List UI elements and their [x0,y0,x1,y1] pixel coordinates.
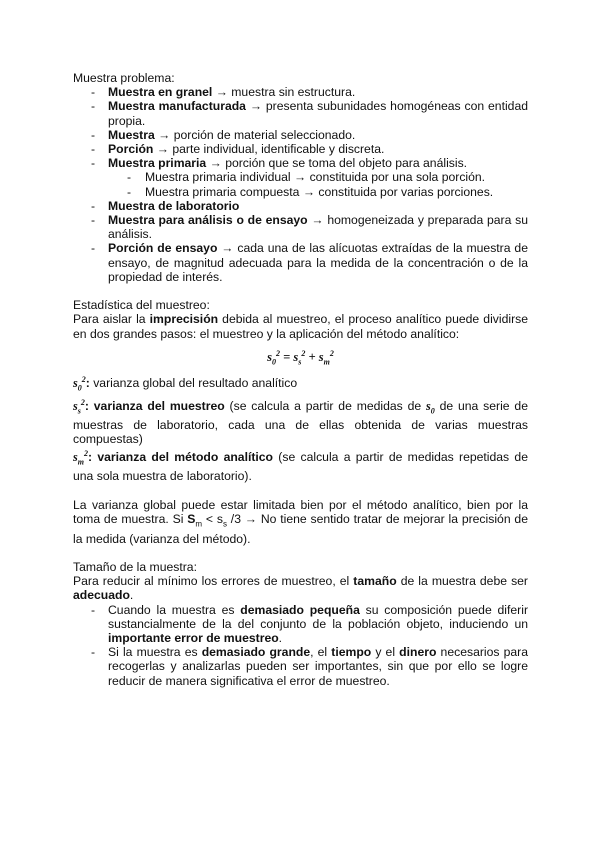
sublist-item: - Muestra primaria compuesta → constituida por varias porciones. [145,185,528,199]
section-heading-estadistica: Estadística del muestreo: [73,298,210,313]
list-item: - Cuando la muestra es demasiado pequeña su composición puede diferir sustancialmente de la del conjunto de la población objeto, induciendo un importante error de muestreo. [108,603,528,646]
list-item [108,128,528,142]
def-global-variance: $s_0^2$: varianza global del resultado analítico [73,374,298,393]
definition: homogeneizada y preparada para su análisis. [108,213,528,242]
definition: porción que se toma del objeto para análisis. [225,156,468,171]
global-variance-paragraph: La varianza global puede estar limitada bien por el método analítico, bien por la toma de muestra. Si $S_m < s_s$ /3 → No tiene sentido tratar de mejorar la precisión de la medida (varianza del método). [73,497,528,546]
variance-formula: $s_0^2 = s_s^2 + s_m^2$ [267,348,334,367]
list-item [108,213,528,241]
arrow: → [154,127,174,142]
list-item: - Si la muestra es demasiado grande, el tiempo y el dinero necesarios para recogerlas y analizarlas pueden ser importantes, sin que por ello se logre reducir de manera significativa el error de muestreo. [108,645,528,688]
arrow: → [206,156,226,171]
tamano-intro: Para reducir al mínimo los errores de muestreo, el tamaño de la muestra debe ser adecuado. [73,574,528,603]
tamano-list [73,603,528,688]
section-heading-tamano: Tamaño de la muestra: [73,559,197,574]
muestra-types-list [73,85,528,284]
list-item [108,199,528,213]
arrow: → [245,99,266,114]
term: Muestra de laboratorio [108,198,240,213]
term: Muestra en granel [108,85,213,100]
section-heading-muestra-problema: Muestra problema: [73,71,175,85]
definition: presenta subunidades homogéneas con entidad propia. [108,99,528,128]
list-item [108,142,528,156]
primary-sample-sublist [108,170,528,198]
spacer [73,284,528,298]
def-sampling-variance: $s_s^2$: varianza del muestreo (se calcula a partir de medidas de $s_0$ de una serie de muestras de laboratorio, cada una de ellas obtenida de varias muestras compuestas) [73,397,528,447]
term: Muestra manufacturada [108,99,246,114]
def-method-variance: $s_m^2$: varianza del método analítico (se calcula a partir de medidas repetidas de una sola muestra de laboratorio). [73,448,528,484]
term: Muestra primaria [108,156,207,171]
list-item [108,241,528,284]
arrow: → [153,142,173,157]
arrow: → [212,85,232,100]
sublist-item: - Muestra primaria individual → constituida por una sola porción. [145,170,528,184]
document-page [73,71,528,688]
definition: cada una de las alícuotas extraídas de la muestra de ensayo, de magnitud adecuada para la medida de la concentración o de la propiedad de interés. [108,241,528,284]
term: Porción [108,142,154,157]
estadistica-intro: Para aislar la imprecisión debida al muestreo, el proceso analítico puede dividirse en dos grandes pasos: el muestreo y la aplicación del método analítico: [73,312,528,341]
definition: parte individual, identificable y discreta. [172,142,385,157]
definition: muestra sin estructura. [231,85,356,100]
list-item [108,156,528,199]
term: Muestra [108,127,155,142]
spacer [73,546,528,560]
list-item [108,99,528,127]
definition: porción de material seleccionado. [173,127,356,142]
term: Muestra para análisis o de ensayo [108,213,308,228]
arrow: → [217,241,238,256]
list-item [108,85,528,99]
arrow: → [307,213,328,228]
term: Porción de ensayo [108,241,218,256]
spacer [73,484,528,498]
